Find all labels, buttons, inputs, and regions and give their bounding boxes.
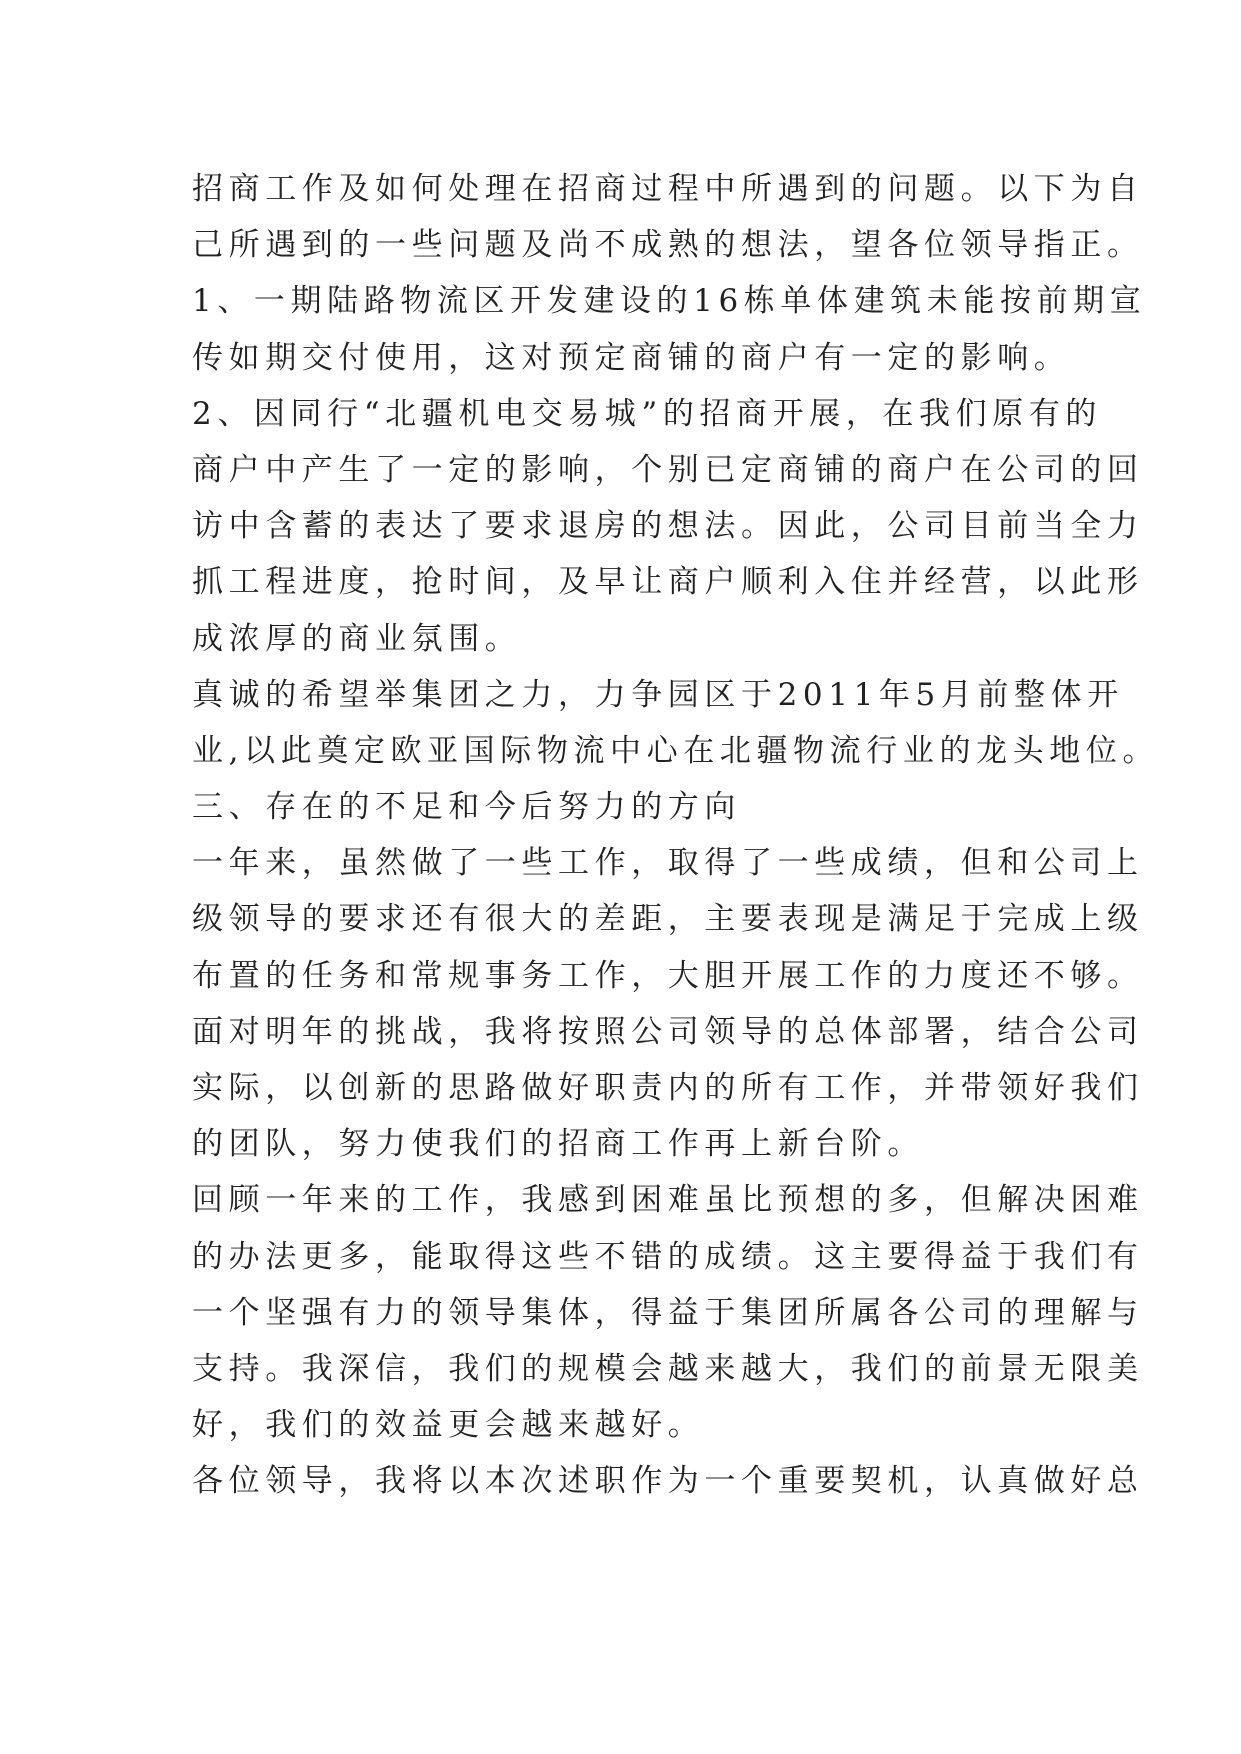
text-line: 各位领导，我将以本次述职作为一个重要契机，认真做好总	[192, 1463, 1144, 1500]
text-line: 2、因同行“北疆机电交易城”的招商开展，在我们原有的	[192, 395, 1103, 432]
text-line: 好，我们的效益更会越来越好。	[192, 1407, 705, 1444]
text-line: 实际，以创新的思路做好职责内的所有工作，并带领好我们	[192, 1070, 1144, 1106]
text-line: 成浓厚的商业氛围。	[192, 620, 522, 657]
text-line: 回顾一年来的工作，我感到困难虽比预想的多，但解决困难	[192, 1182, 1144, 1219]
text-line: 传如期交付使用，这对预定商铺的商户有一定的影响。	[192, 339, 1071, 376]
text-line: 一年来，虽然做了一些工作，取得了一些成绩，但和公司上	[192, 845, 1144, 882]
text-line: 的办法更多，能取得这些不错的成绩。这主要得益于我们有	[192, 1238, 1144, 1275]
body-text	[192, 161, 1160, 1510]
text-line: 级领导的要求还有很大的差距，主要表现是满足于完成上级	[192, 901, 1144, 938]
section-heading: 三、存在的不足和今后努力的方向	[192, 789, 741, 826]
text-line: 己所遇到的一些问题及尚不成熟的想法，望各位领导指正。	[192, 227, 1144, 264]
text-line: 真诚的希望举集团之力，力争园区于2011年5月前整体开	[192, 676, 1124, 713]
text-line: 的团队，努力使我们的招商工作再上新台阶。	[192, 1126, 924, 1163]
text-line: 业,以此奠定欧亚国际物流中心在北疆物流行业的龙头地位。	[192, 732, 1160, 769]
text-line: 1、一期陆路物流区开发建设的16栋单体建筑未能按前期宣	[192, 283, 1147, 320]
text-line: 抓工程进度，抢时间，及早让商户顺利入住并经营，以此形	[192, 564, 1144, 601]
text-line: 招商工作及如何处理在招商过程中所遇到的问题。以下为自	[192, 171, 1144, 207]
text-line: 访中含蓄的表达了要求退房的想法。因此，公司目前当全力	[192, 508, 1144, 545]
text-line: 布置的任务和常规事务工作，大胆开展工作的力度还不够。	[192, 957, 1144, 994]
text-line: 支持。我深信，我们的规模会越来越大，我们的前景无限美	[192, 1350, 1144, 1387]
text-line: 一个坚强有力的领导集体，得益于集团所属各公司的理解与	[192, 1294, 1144, 1331]
text-line: 商户中产生了一定的影响，个别已定商铺的商户在公司的回	[192, 451, 1144, 488]
text-line: 面对明年的挑战，我将按照公司领导的总体部署，结合公司	[192, 1013, 1144, 1050]
